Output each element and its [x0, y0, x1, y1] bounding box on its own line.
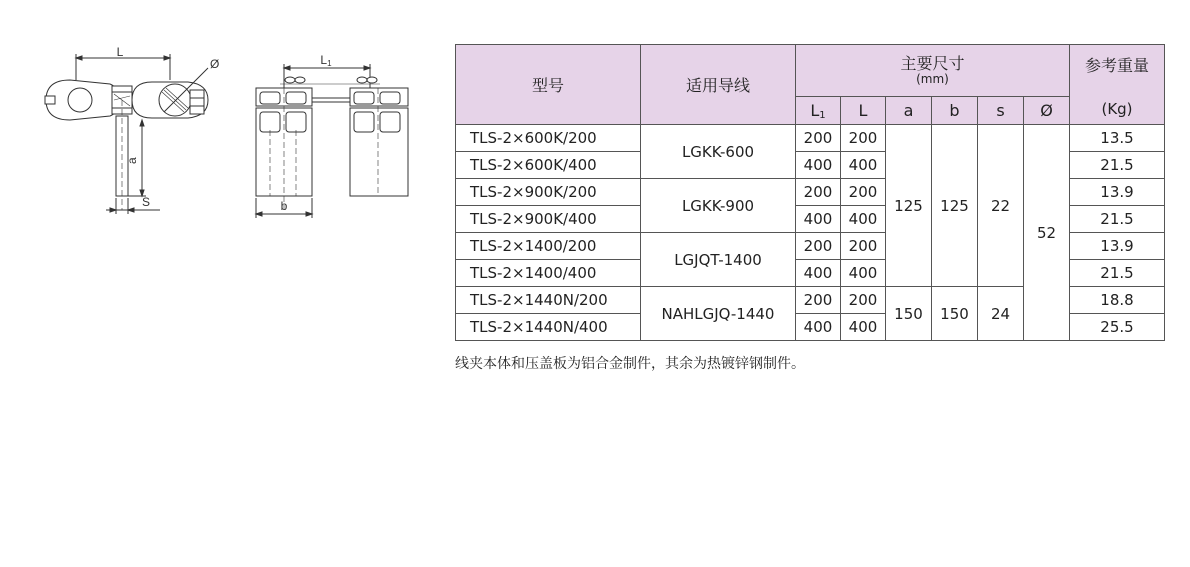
header-weight [1070, 45, 1165, 125]
cell-weight: 21.5 [1070, 206, 1165, 233]
cell-model: TLS-2×600K/200 [456, 125, 641, 152]
cell-L: 200 [841, 125, 886, 152]
cell-L1: 400 [796, 260, 841, 287]
cell-L: 400 [841, 260, 886, 287]
cell-weight: 13.9 [1070, 179, 1165, 206]
header-main-dims [796, 45, 1070, 97]
header-L1: $L_1$ [796, 97, 841, 125]
cell-model: TLS-2×600K/400 [456, 152, 641, 179]
header-L: L [841, 97, 886, 125]
cell-L1: 200 [796, 287, 841, 314]
cell-model: TLS-2×900K/200 [456, 179, 641, 206]
cell-L1: 400 [796, 206, 841, 233]
technical-drawings [40, 40, 440, 230]
header-phi: Ø [1024, 97, 1070, 125]
cell-L: 400 [841, 314, 886, 341]
table-row [456, 125, 1165, 152]
header-s: s [978, 97, 1024, 125]
side-view-label-L1: L1 [320, 53, 332, 68]
cell-L1: 400 [796, 314, 841, 341]
cell-weight: 13.5 [1070, 125, 1165, 152]
cell-L1: 400 [796, 152, 841, 179]
cell-weight: 21.5 [1070, 260, 1165, 287]
side-view-label-b: b [280, 199, 288, 213]
spec-table [455, 44, 1165, 341]
cell-conductor: LGKK-600 [641, 125, 796, 179]
cell-weight: 21.5 [1070, 152, 1165, 179]
header-b: b [932, 97, 978, 125]
cell-weight: 25.5 [1070, 314, 1165, 341]
cell-L: 200 [841, 287, 886, 314]
cell-L: 200 [841, 233, 886, 260]
cell-a-group1: 125 [886, 125, 932, 287]
front-view-label-phi: Ø [210, 57, 220, 71]
cell-model: TLS-2×1400/400 [456, 260, 641, 287]
header-model: 型号 [456, 45, 641, 125]
material-note: 线夹本体和压盖板为铝合金制件，其余为热镀锌钢制件。 [455, 356, 805, 372]
cell-model: TLS-2×1440N/400 [456, 314, 641, 341]
header-main-dims-title: 主要尺寸 [900, 54, 965, 73]
cell-L1: 200 [796, 125, 841, 152]
front-view-label-L: L [116, 45, 124, 59]
cell-model: TLS-2×1400/200 [456, 233, 641, 260]
cell-phi: 52 [1024, 125, 1070, 341]
cell-b-group1: 125 [932, 125, 978, 287]
cell-L1: 200 [796, 233, 841, 260]
cell-s-group1: 22 [978, 125, 1024, 287]
header-conductor: 适用导线 [641, 45, 796, 125]
side-view-drawing [256, 64, 408, 218]
cell-L1: 200 [796, 179, 841, 206]
header-weight-unit: (Kg) [1101, 100, 1133, 118]
cell-weight: 18.8 [1070, 287, 1165, 314]
cell-b-group2: 150 [932, 287, 978, 341]
header-weight-title: 参考重量 [1084, 56, 1149, 75]
header-main-dims-unit: (mm) [916, 72, 949, 86]
front-view-label-S: S [142, 195, 151, 209]
cell-model: TLS-2×1440N/200 [456, 287, 641, 314]
cell-conductor: LGJQT-1400 [641, 233, 796, 287]
cell-L: 400 [841, 152, 886, 179]
cell-conductor: LGKK-900 [641, 179, 796, 233]
cell-a-group2: 150 [886, 287, 932, 341]
front-view-label-a: a [125, 157, 139, 164]
cell-L: 400 [841, 206, 886, 233]
cell-weight: 13.9 [1070, 233, 1165, 260]
cell-conductor: NAHLGJQ-1440 [641, 287, 796, 341]
cell-L: 200 [841, 179, 886, 206]
front-view-drawing [45, 54, 208, 214]
cell-s-group2: 24 [978, 287, 1024, 341]
header-a: a [886, 97, 932, 125]
cell-model: TLS-2×900K/400 [456, 206, 641, 233]
